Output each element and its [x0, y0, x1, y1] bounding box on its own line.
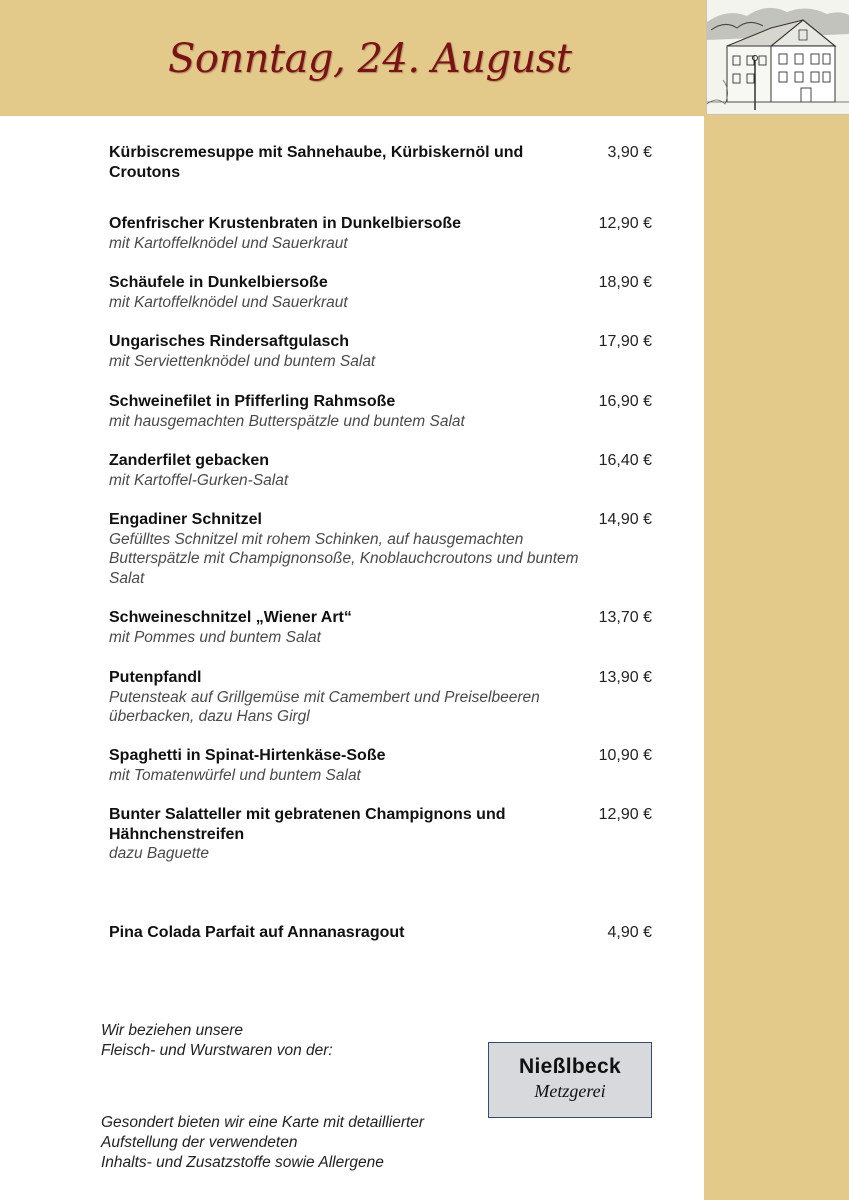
menu-item-description: dazu Baguette — [109, 845, 209, 862]
menu-item-price: 12,90 € — [598, 806, 652, 823]
menu-item — [109, 451, 654, 490]
menu-item-description: mit Kartoffelknödel und Sauerkraut — [109, 293, 348, 311]
menu-item-name: Kürbiscremesuppe mit Sahnehaube, Kürbiskernöl und Croutons — [109, 144, 524, 181]
menu-item — [109, 214, 654, 253]
page-title: Sonntag, 24. August — [168, 36, 572, 82]
menu-item — [109, 273, 654, 312]
logo-name: Nießlbeck — [519, 1055, 621, 1078]
menu-item — [109, 668, 654, 727]
menu-item-name: Bunter Salatteller mit gebratenen Champignons und Hähnchenstreifen — [109, 806, 506, 843]
menu-item-price: 12,90 € — [598, 215, 652, 232]
supplier-note-line: Fleisch- und Wurstwaren von der: — [101, 1042, 333, 1059]
supplier-note-line: Wir beziehen unsere — [101, 1022, 244, 1039]
menu-item-name: Schäufele in Dunkelbiersoße — [109, 274, 328, 291]
menu-item-price: 18,90 € — [598, 274, 652, 291]
menu-item-description: mit Kartoffel-Gurken-Salat — [109, 471, 289, 489]
allergen-note-line: Aufstellung der verwendeten — [101, 1134, 298, 1151]
menu-item-name: Ungarisches Rindersaftgulasch — [109, 333, 350, 350]
menu-item-name: Spaghetti in Spinat-Hirtenkäse-Soße — [109, 747, 386, 764]
supplier-note — [101, 1021, 501, 1061]
menu-item-price: 13,70 € — [598, 609, 652, 626]
menu-item-description: mit Pommes und buntem Salat — [109, 628, 321, 646]
menu-item-name: Zanderfilet gebacken — [109, 452, 270, 469]
menu-item-name: Putenpfandl — [109, 669, 202, 686]
menu-item — [109, 608, 654, 647]
menu-item-price: 16,90 € — [598, 393, 652, 410]
menu-item — [109, 392, 654, 431]
menu-item-price: 3,90 € — [607, 144, 652, 161]
menu-item-description: mit Tomatenwürfel und buntem Salat — [109, 766, 361, 784]
menu-item-name: Pina Colada Parfait auf Annanasragout — [109, 924, 405, 941]
right-side-band — [704, 0, 849, 1200]
menu-item-price: 4,90 € — [607, 924, 652, 941]
house-sketch-icon — [706, 0, 849, 115]
menu-item-price: 14,90 € — [598, 511, 652, 528]
menu-item — [109, 332, 654, 371]
menu-item-description: mit hausgemachten Butterspätzle und buntem Salat — [109, 412, 465, 430]
butcher-logo — [488, 1042, 652, 1118]
menu-item — [109, 923, 654, 943]
menu-item — [109, 746, 654, 785]
menu-item-price: 10,90 € — [598, 747, 652, 764]
menu-item-description: mit Kartoffelknödel und Sauerkraut — [109, 234, 348, 252]
menu-item-price: 16,40 € — [598, 452, 652, 469]
menu-item — [109, 143, 654, 182]
menu-item-price: 17,90 € — [598, 333, 652, 350]
menu-item-name: Engadiner Schnitzel — [109, 511, 262, 528]
menu-item — [109, 510, 654, 588]
menu-item-description: mit Serviettenknödel und buntem Salat — [109, 352, 376, 370]
allergen-note — [101, 1113, 501, 1173]
menu-item-name: Schweineschnitzel „Wiener Art“ — [109, 609, 352, 626]
allergen-note-line: Inhalts- und Zusatzstoffe sowie Allergene — [101, 1154, 384, 1171]
logo-subtitle: Metzgerei — [534, 1081, 606, 1101]
menu-item-name: Ofenfrischer Krustenbraten in Dunkelbiersoße — [109, 215, 462, 232]
menu-item — [109, 805, 654, 864]
allergen-note-line: Gesondert bieten wir eine Karte mit detaillierter — [101, 1114, 425, 1131]
menu-item-description: Gefülltes Schnitzel mit rohem Schinken, auf hausgemachten Butterspätzle mit Champignonsoße, Knoblauchcroutons und buntem Salat — [109, 530, 579, 587]
menu-item-name: Schweinefilet in Pfifferling Rahmsoße — [109, 393, 396, 410]
menu-item-price: 13,90 € — [598, 669, 652, 686]
menu-item-description: Putensteak auf Grillgemüse mit Camembert und Preiselbeeren überbacken, dazu Hans Girgl — [109, 688, 540, 725]
